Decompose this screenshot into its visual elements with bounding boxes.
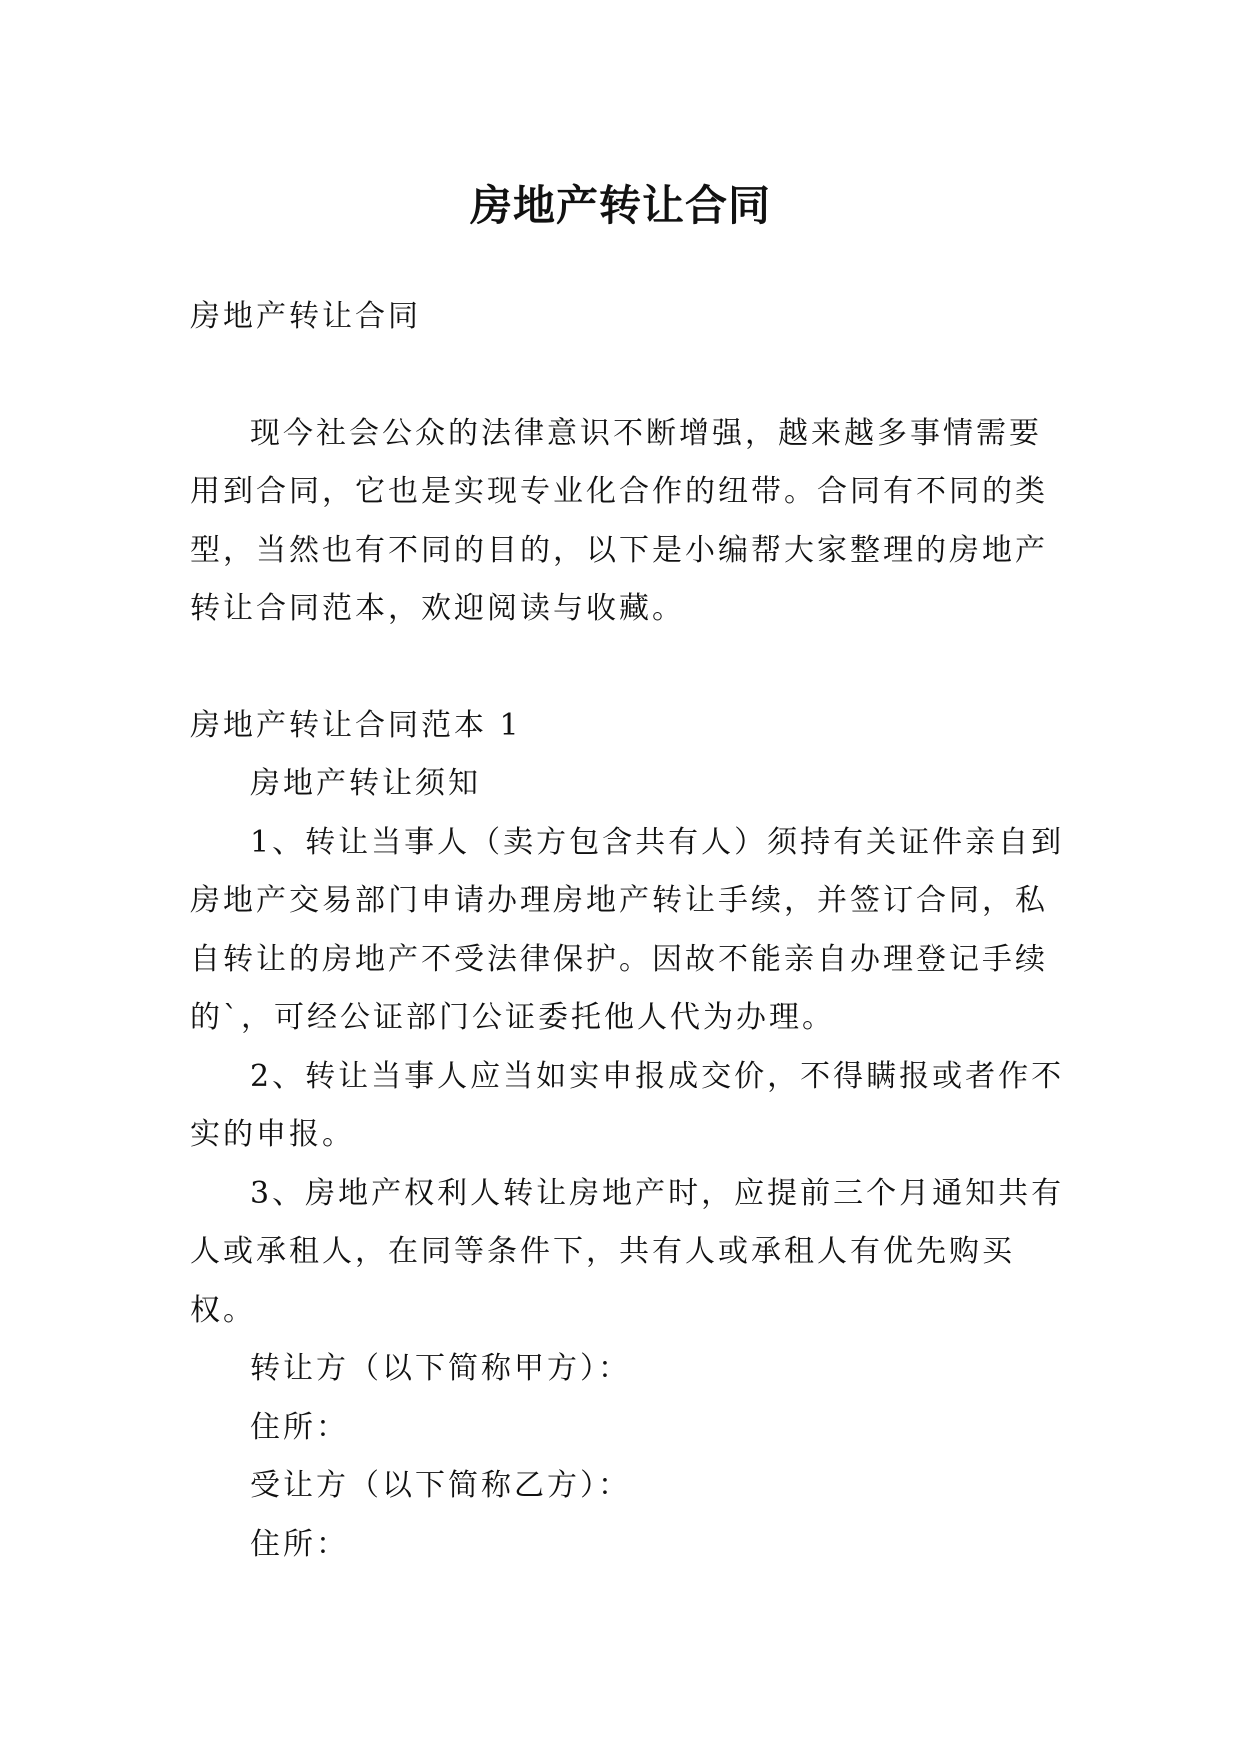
transferor-address-field: 住所：	[250, 1409, 349, 1445]
clause-3: 3、房地产权利人转让房地产时，应提前三个月通知共有人或承租人，在同等条件下，共有人或承租人有优先购买权。	[190, 1175, 1065, 1328]
document-title: 房地产转让合同	[469, 181, 771, 231]
intro-paragraph: 现今社会公众的法律意识不断增强，越来越多事情需要用到合同，它也是实现专业化合作的纽带。合同有不同的类型，当然也有不同的目的，以下是小编帮大家整理的房地产转让合同范本，欢迎阅读与收藏。	[190, 415, 1048, 626]
section-heading: 房地产转让合同范本 1	[190, 707, 522, 743]
document-body	[190, 288, 1070, 1574]
transferee-field: 受让方（以下简称乙方）：	[250, 1468, 631, 1503]
clause-2: 2、转让当事人应当如实申报成交价，不得瞒报或者作不实的申报。	[190, 1058, 1065, 1152]
transferee-address-field: 住所：	[250, 1526, 349, 1562]
notice-heading: 房地产转让须知	[250, 766, 481, 801]
clause-1: 1、转让当事人（卖方包含共有人）须持有关证件亲自到房地产交易部门申请办理房地产转让手续，并签订合同，私自转让的房地产不受法律保护。因故不能亲自办理登记手续的`，可经公证部门公证委托他人代为办理。	[190, 824, 1065, 1035]
document-subtitle: 房地产转让合同	[190, 299, 421, 334]
transferor-field: 转让方（以下简称甲方）：	[250, 1351, 631, 1386]
